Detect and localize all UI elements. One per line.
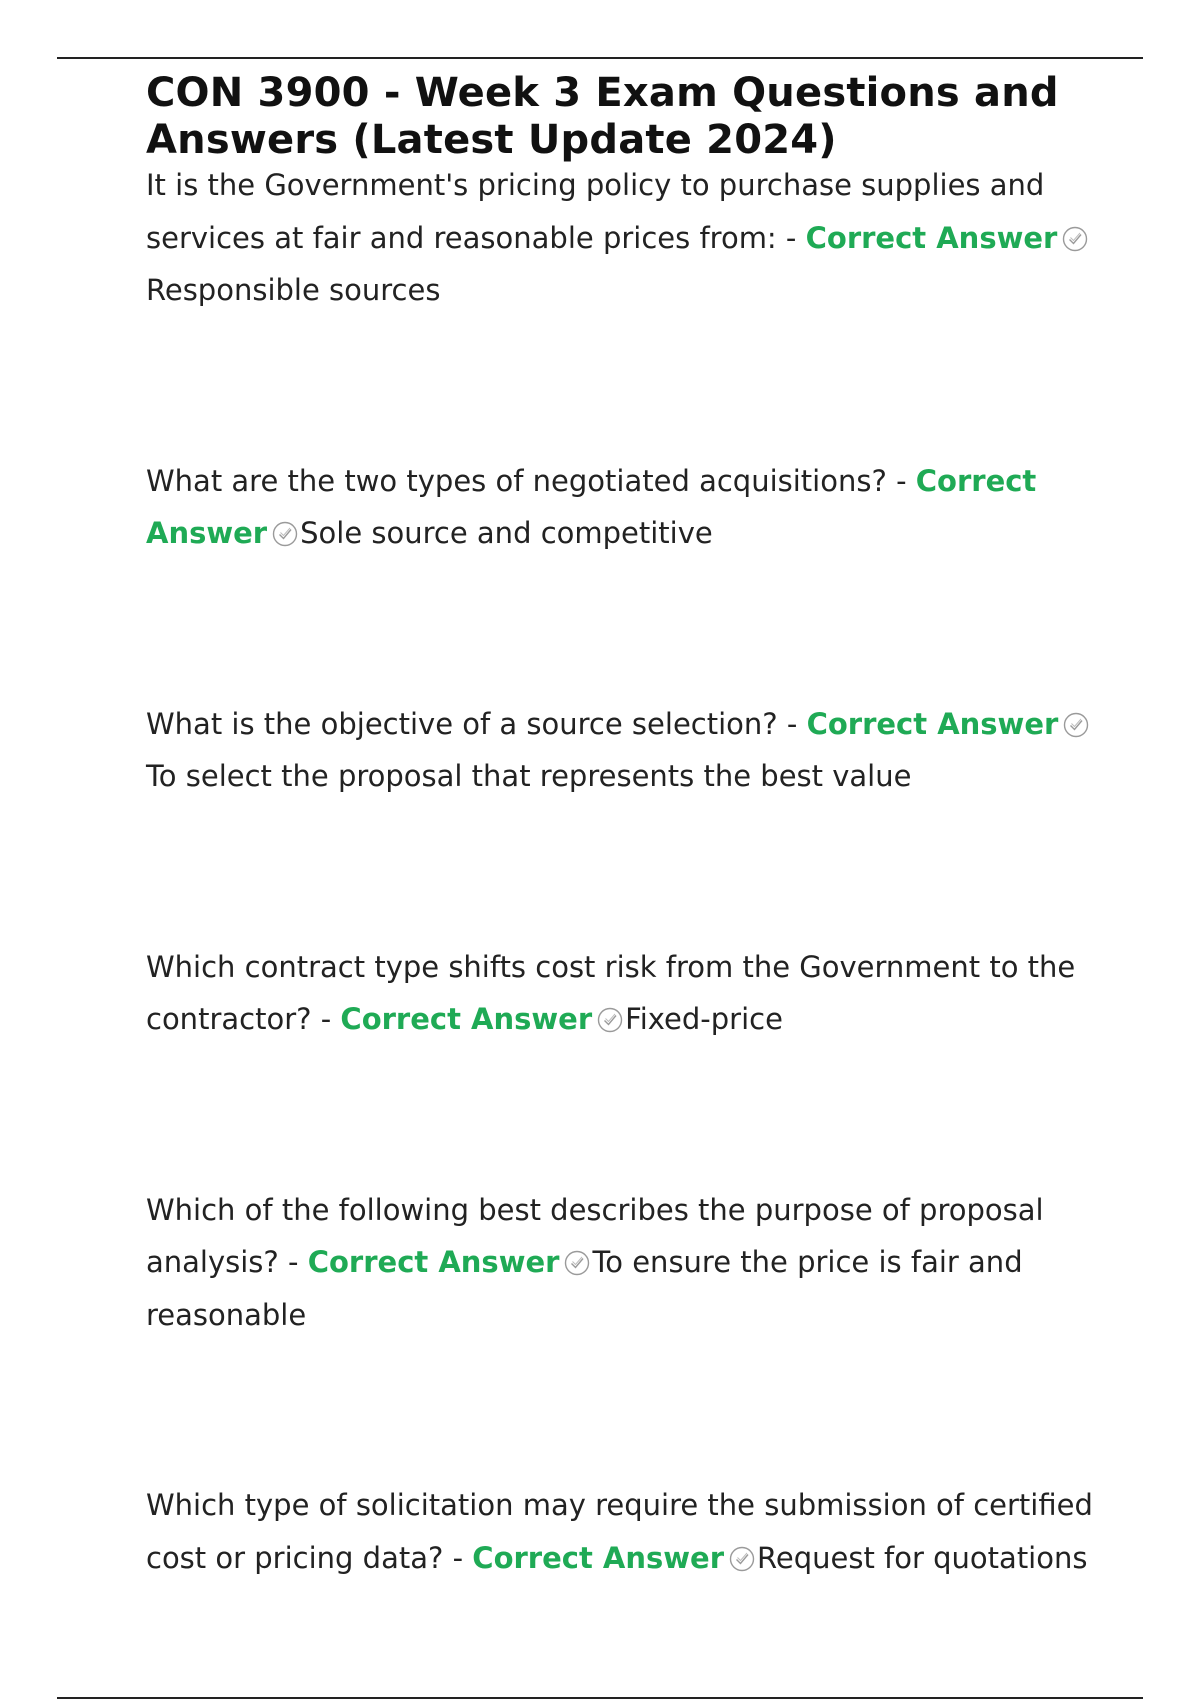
- correct-answer-label: Correct Answer: [805, 220, 1058, 255]
- document-body: [146, 70, 1106, 1584]
- qa-item: [146, 698, 1106, 803]
- check-circle-icon: [563, 1249, 591, 1277]
- question-text: Which of the following best describes the purpose of proposal analysis? -: [146, 1192, 1044, 1279]
- top-divider: [57, 57, 1143, 59]
- correct-answer-label: Correct Answer: [806, 706, 1059, 741]
- qa-item: [146, 941, 1106, 1046]
- question-text: Which contract type shifts cost risk from the Government to the contractor? -: [146, 949, 1076, 1036]
- answer-text: Fixed-price: [625, 1002, 783, 1036]
- check-circle-icon: [1062, 711, 1090, 739]
- correct-answer-label: Correct Answer: [340, 1002, 593, 1036]
- question-text: What are the two types of negotiated acquisitions? -: [146, 463, 916, 498]
- question-text: What is the objective of a source selection? -: [146, 706, 807, 741]
- answer-text: To ensure the price is fair and reasonable: [146, 1245, 1023, 1332]
- bottom-divider: [57, 1697, 1143, 1699]
- correct-answer-label: Correct Answer: [146, 463, 1037, 550]
- answer-text: Sole source and competitive: [300, 516, 713, 550]
- qa-item: [146, 1479, 1106, 1584]
- answer-text: To select the proposal that represents the best value: [146, 759, 912, 793]
- question-text: It is the Government's pricing policy to purchase supplies and services at fair and reasonable prices from: -: [146, 168, 1045, 255]
- qa-list: [146, 159, 1106, 1584]
- qa-item: [146, 159, 1106, 317]
- answer-text: Request for quotations: [757, 1540, 1088, 1575]
- check-circle-icon: [596, 1006, 624, 1034]
- qa-item: [146, 1184, 1106, 1342]
- correct-answer-label: Correct Answer: [472, 1540, 725, 1575]
- answer-text: Responsible sources: [146, 273, 441, 307]
- check-circle-icon: [728, 1545, 756, 1573]
- correct-answer-label: Correct Answer: [307, 1245, 560, 1279]
- qa-item: [146, 455, 1106, 560]
- question-text: Which type of solicitation may require the submission of certified cost or pricing data? -: [146, 1488, 1093, 1575]
- check-circle-icon: [1061, 225, 1089, 253]
- check-circle-icon: [271, 520, 299, 548]
- document-title: CON 3900 - Week 3 Exam Questions and Answers (Latest Update 2024): [146, 70, 1059, 163]
